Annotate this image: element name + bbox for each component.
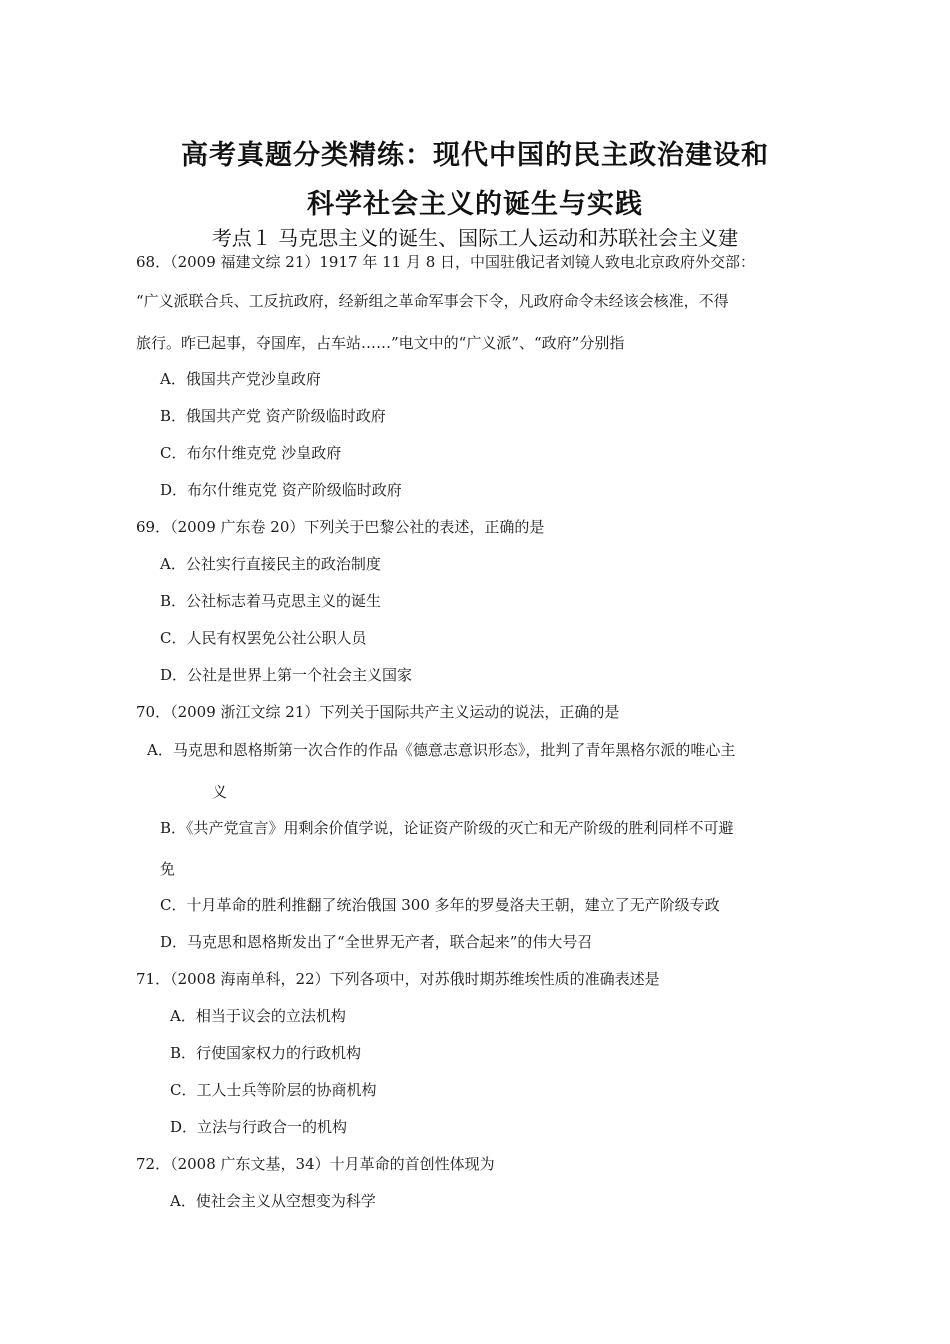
- question-70-stem: 70．（2009 浙江文综 21）下列关于国际共产主义运动的说法，正确的是: [136, 703, 620, 721]
- question-69-option-a: A．公社实行直接民主的政治制度: [160, 555, 381, 573]
- question-68-stem-line-2: “广义派联合兵、工反抗政府，经新组之革命军事会下令，凡政府命令未经该会核准，不得: [136, 292, 729, 310]
- question-71-stem: 71．（2008 海南单科，22）下列各项中，对苏俄时期苏维埃性质的准确表述是: [136, 970, 660, 988]
- question-69-option-b: B．公社标志着马克思主义的诞生: [160, 592, 382, 610]
- question-68-stem-line-3: 旅行。昨已起事，夺国库，占车站……”电文中的“广义派”、“政府”分别指: [136, 334, 625, 352]
- question-70-option-a-line-2: 义: [212, 783, 228, 801]
- question-71-option-d: D．立法与行政合一的机构: [170, 1118, 348, 1136]
- question-68-number: 68．: [136, 253, 171, 271]
- question-70-option-b-line-1: B．《共产党宣言》用剩余价值学说，论证资产阶级的灭亡和无产阶级的胜利同样不可避: [160, 819, 734, 837]
- question-72-option-a: A．使社会主义从空想变为科学: [170, 1192, 376, 1210]
- document-title-line-2: 科学社会主义的诞生与实践: [307, 189, 643, 220]
- question-70-option-d: D．马克思和恩格斯发出了“全世界无产者，联合起来”的伟大号召: [160, 933, 593, 951]
- question-68-option-b: B．俄国共产党 资产阶级临时政府: [160, 407, 386, 425]
- question-69-option-d: D．公社是世界上第一个社会主义国家: [160, 666, 413, 684]
- question-68-stem-line-1: 68．（2009 福建文综 21）1917 年 11 月 8 日，中国驻俄记者刘镜人致电北京政府外交部：: [136, 253, 756, 271]
- question-71-number: 71．: [136, 970, 171, 988]
- question-69-number: 69．: [136, 518, 171, 536]
- question-72-stem: 72．（2008 广东文基，34）十月革命的首创性体现为: [136, 1155, 495, 1173]
- question-69-stem: 69．（2009 广东卷 20）下列关于巴黎公社的表述，正确的是: [136, 518, 545, 536]
- question-70-option-c: C．十月革命的胜利推翻了统治俄国 300 多年的罗曼洛夫王朝，建立了无产阶级专政: [160, 896, 720, 914]
- question-71-option-c: C．工人士兵等阶层的协商机构: [170, 1081, 377, 1099]
- question-71-option-b: B．行使国家权力的行政机构: [170, 1044, 362, 1062]
- question-68-option-d: D．布尔什维克党 资产阶级临时政府: [160, 481, 402, 499]
- question-70-number: 70．: [136, 703, 171, 721]
- question-68-option-a: A．俄国共产党沙皇政府: [160, 370, 321, 388]
- question-69-option-c: C．人民有权罢免公社公职人员: [160, 629, 367, 647]
- question-70-option-b-line-2: 免: [160, 860, 176, 878]
- section-heading: 考点１ 马克思主义的诞生、国际工人运动和苏联社会主义建: [211, 226, 739, 250]
- document-title-line-1: 高考真题分类精练：现代中国的民主政治建设和: [181, 140, 769, 171]
- question-68-option-c: C．布尔什维克党 沙皇政府: [160, 444, 342, 462]
- question-70-option-a-line-1: A．马克思和恩格斯第一次合作的作品《德意志意识形态》，批判了青年黑格尔派的唯心主: [147, 741, 736, 759]
- question-71-option-a: A．相当于议会的立法机构: [170, 1007, 346, 1025]
- question-72-number: 72．: [136, 1155, 171, 1173]
